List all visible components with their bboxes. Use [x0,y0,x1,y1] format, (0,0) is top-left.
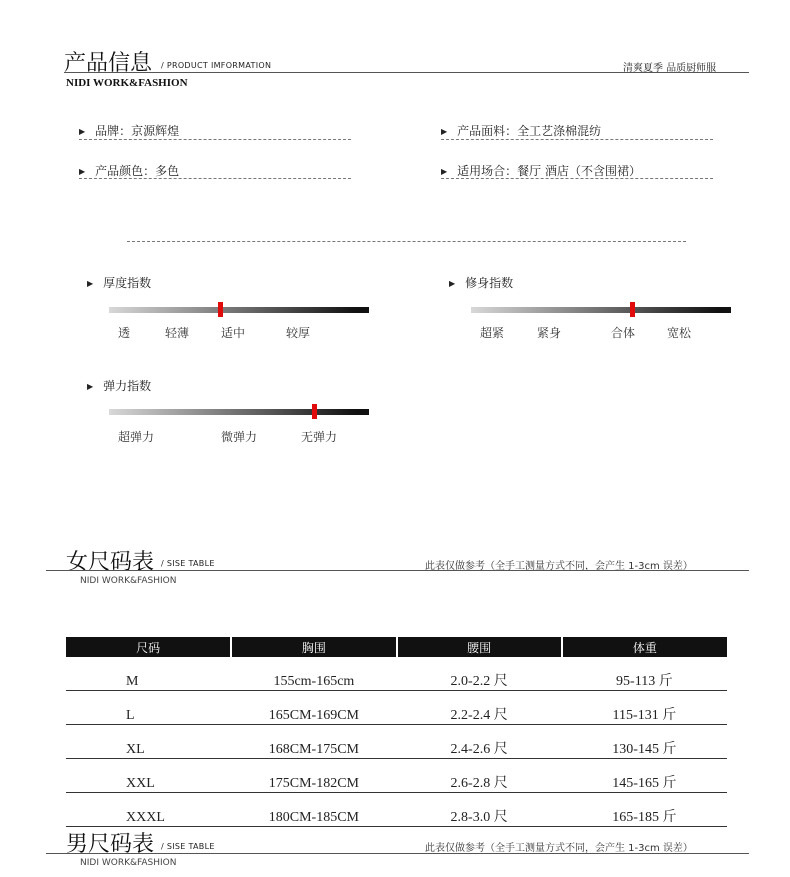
info-item-occasion [441,162,641,179]
women-size-title: 女尺码表 [66,550,155,575]
info-item-brand [79,122,179,139]
scale-label: 宽松 [667,326,692,340]
dashed-underline [79,178,351,179]
table-row [66,691,727,725]
table-cell: 2.8-3.0 尺 [397,793,562,827]
table-row [66,725,727,759]
table-cell: 165-185 斤 [562,793,727,827]
info-item-text: 品牌：京源辉煌 [95,124,180,138]
table-cell: 2.0-2.2 尺 [397,657,562,691]
triangle-bullet-icon: ▶ [441,167,448,176]
table-cell: XXXL [66,793,231,827]
men-size-title: 男尺码表 [66,832,155,857]
table-cell: 180CM-185CM [231,793,396,827]
dashed-underline [79,139,351,140]
men-size-note: 此表仅做参考（全手工测量方式不同，会产生 1-3cm 误差） [425,843,693,854]
scale-label: 适中 [221,326,246,340]
header-chest: 胸围 [231,637,396,657]
dashed-underline [441,178,713,179]
table-cell: 2.4-2.6 尺 [397,725,562,759]
table-row [66,759,727,793]
triangle-bullet-icon: ▶ [79,127,86,136]
elasticity-scale-bar [109,409,369,415]
table-cell: M [66,657,231,691]
scale-label: 较厚 [286,326,311,340]
table-header-row [66,637,727,657]
men-header-divider [46,853,749,854]
fit-marker [630,302,635,317]
section-dashed-divider [127,241,686,242]
table-cell: 2.6-2.8 尺 [397,759,562,793]
table-row [66,793,727,827]
thickness-marker [218,302,223,317]
scale-label: 微弹力 [221,430,258,444]
elasticity-marker [312,404,317,419]
header-waist: 腰围 [397,637,562,657]
table-cell: XXL [66,759,231,793]
scale-label: 透 [118,326,131,340]
table-cell: 130-145 斤 [562,725,727,759]
info-item-color [79,162,179,179]
women-size-table [66,637,727,827]
info-item-fabric [441,122,601,139]
product-info-subtitle: / PRODUCT IMFORMATION [161,61,272,70]
thickness-index-title [87,274,151,291]
women-brand-name: NIDI WORK&FASHION [80,576,177,586]
dashed-underline [441,139,713,140]
header-weight: 体重 [562,637,727,657]
table-row [66,657,727,691]
table-cell: 175CM-182CM [231,759,396,793]
product-info-title: 产品信息 [64,51,153,76]
table-cell: L [66,691,231,725]
scale-label: 合体 [611,326,636,340]
info-item-text: 产品颜色：多色 [95,164,180,178]
header-size: 尺码 [66,637,231,657]
info-item-text: 产品面料：全工艺涤棉混纺 [457,124,602,138]
scale-label: 无弹力 [301,430,338,444]
men-size-subtitle: / SISE TABLE [161,842,215,851]
scale-label: 紧身 [537,326,562,340]
triangle-bullet-icon: ▶ [449,279,456,288]
thickness-scale-bar [109,307,369,313]
scale-label: 超紧 [480,326,505,340]
fit-scale-bar [471,307,731,313]
table-cell: 115-131 斤 [562,691,727,725]
index-title-text: 厚度指数 [103,276,152,290]
table-cell: 2.2-2.4 尺 [397,691,562,725]
scale-label: 超弹力 [118,430,155,444]
elasticity-index-title [87,377,151,394]
table-cell: XL [66,725,231,759]
index-title-text: 修身指数 [465,276,514,290]
info-item-text: 适用场合：餐厅 酒店（不含围裙） [457,164,641,178]
header-divider [64,72,749,73]
triangle-bullet-icon: ▶ [87,382,94,391]
triangle-bullet-icon: ▶ [79,167,86,176]
table-cell: 165CM-169CM [231,691,396,725]
table-cell: 168CM-175CM [231,725,396,759]
men-brand-name: NIDI WORK&FASHION [80,858,177,868]
brand-name: NIDI WORK&FASHION [66,77,188,89]
index-title-text: 弹力指数 [103,379,152,393]
table-cell: 155cm-165cm [231,657,396,691]
triangle-bullet-icon: ▶ [441,127,448,136]
table-cell: 145-165 斤 [562,759,727,793]
triangle-bullet-icon: ▶ [87,279,94,288]
women-size-subtitle: / SISE TABLE [161,559,215,568]
product-slogan: 清爽夏季 品质厨师服 [623,63,717,74]
fit-index-title [449,274,513,291]
women-size-note: 此表仅做参考（全手工测量方式不同，会产生 1-3cm 误差） [425,561,693,572]
scale-label: 轻薄 [165,326,190,340]
table-cell: 95-113 斤 [562,657,727,691]
women-header-divider [46,570,749,571]
